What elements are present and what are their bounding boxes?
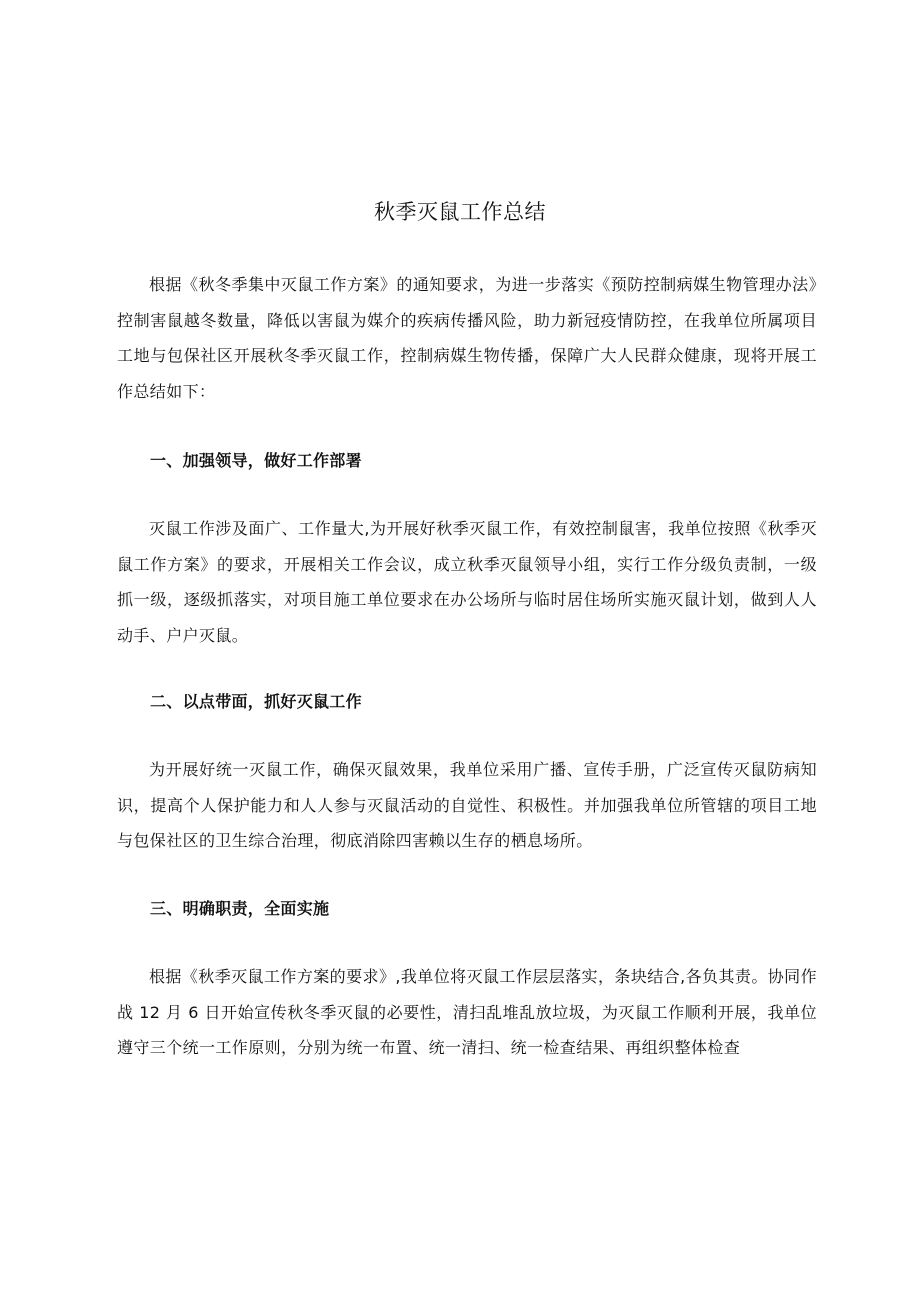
section-body-2: 为开展好统一灭鼠工作，确保灭鼠效果，我单位采用广播、宣传手册，广泛宣传灭鼠防病知识，提高个人保护能力和人人参与灭鼠活动的自觉性、积极性。并加强我单位所管辖的项目工地与包保社区的卫生综合治理，彻底消除四害赖以生存的栖息场所。 [117,760,817,850]
section-heading-3: 三、明确职责，全面实施 [150,899,330,918]
document-title: 秋季灭鼠工作总结 [374,200,546,224]
section-heading-1: 一、加强领导，做好工作部署 [150,451,362,470]
section-body-1: 灭鼠工作涉及面广、工作量大,为开展好秋季灭鼠工作，有效控制鼠害，我单位按照《秋季灭鼠工作方案》的要求，开展相关工作会议，成立秋季灭鼠领导小组，实行工作分级负责制，一级抓一级，逐级抓落实，对项目施工单位要求在办公场所与临时居住场所实施灭鼠计划，做到人人动手、户户灭鼠。 [117,519,817,645]
intro-paragraph: 根据《秋冬季集中灭鼠工作方案》的通知要求，为进一步落实《预防控制病媒生物管理办法》控制害鼠越冬数量，降低以害鼠为媒介的疾病传播风险，助力新冠疫情防控，在我单位所属项目工地与包保社区开展秋冬季灭鼠工作，控制病媒生物传播，保障广大人民群众健康，现将开展工作总结如下： [117,275,817,401]
section-body-3: 根据《秋季灭鼠工作方案的要求》,我单位将灭鼠工作层层落实，条块结合,各负其责。协同作战 12 月 6 日开始宣传秋冬季灭鼠的必要性，清扫乱堆乱放垃圾，为灭鼠工作顺利开展，我单位遵守三个统一工作原则，分别为统一布置、统一清扫、统一检查结果、再组织整体检查 [117,967,817,1057]
section-heading-2: 二、以点带面，抓好灭鼠工作 [150,692,362,711]
